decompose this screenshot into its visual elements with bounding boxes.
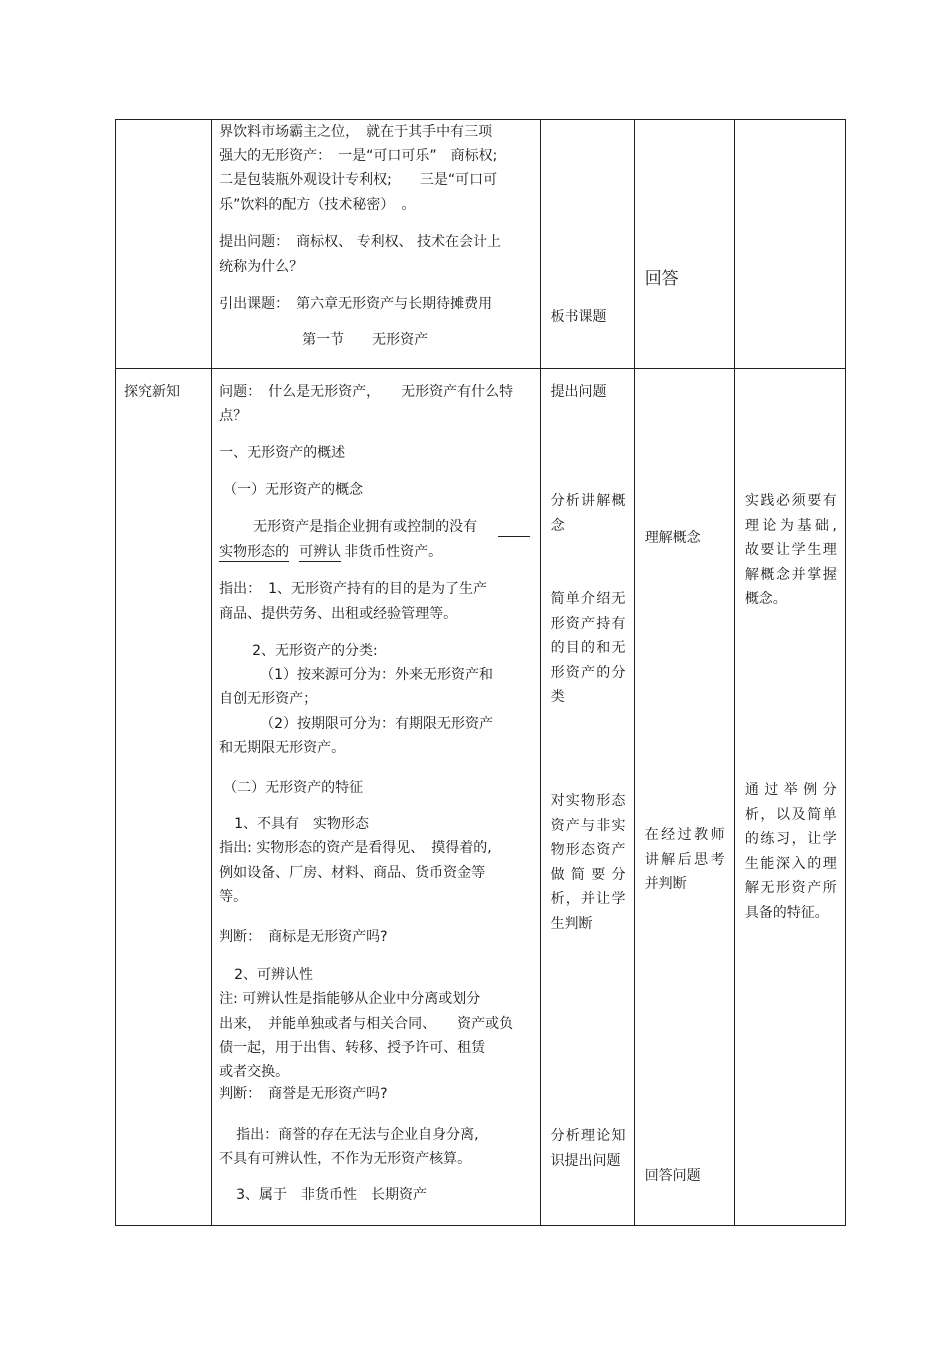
underlined-term: 可辨认 (299, 544, 342, 560)
text-line: 2、无形资产的分类: (252, 643, 378, 659)
row1-col2-cell (212, 120, 540, 369)
subheading: （二）无形资产的特征 (223, 780, 364, 796)
text-line: 指出：商誉的存在无法与企业自身分离, (236, 1127, 479, 1143)
question-line: 统称为什么？ (219, 259, 304, 275)
text-line: （2）按期限可分为：有期限无形资产 (260, 716, 494, 732)
subheading: （一）无形资产的概念 (223, 482, 364, 498)
text-line: 注: 可辨认性是指能够从企业中分离或划分 (219, 991, 481, 1007)
definition-line (219, 540, 442, 565)
question-line: 提出问题： 商标权、 专利权、 技术在会计上 (219, 234, 502, 250)
text-line: 界饮料市场霸主之位， 就在于其手中有三项 (219, 124, 493, 140)
definition-end: 非货币性资产。 (344, 544, 443, 560)
table-row (116, 369, 846, 1226)
text-line: 和无期限无形资产。 (219, 740, 346, 756)
student-activity: 在经过教师讲解后思考并判断 (644, 827, 725, 892)
text-line: 不具有可辨认性，不作为无形资产核算。 (219, 1151, 472, 1167)
question-line: 点？ (219, 408, 248, 424)
student-activity: 理解概念 (644, 530, 701, 546)
text-line: 乐”饮料的配方（技术秘密） 。 (219, 197, 416, 213)
row2-col4-cell (634, 369, 734, 1226)
text-line: 债一起，用于出售、转移、授予许可、租赁 (219, 1040, 486, 1056)
section-title: 第一节 无形资产 (302, 332, 429, 348)
underlined-term: 实物形态的 (219, 544, 290, 560)
teacher-activity: 分析理论知识提出问题 (550, 1128, 626, 1169)
stage-label: 探究新知 (124, 384, 180, 400)
row1-col1-cell (116, 120, 212, 369)
heading: 一、无形资产的概述 (219, 445, 346, 461)
row1-col3-cell (540, 120, 634, 369)
text-line: 或者交换。 (219, 1064, 290, 1080)
student-activity: 回答问题 (644, 1168, 701, 1184)
row2-col5-cell (734, 369, 845, 1226)
text-line: 指出: 实物形态的资产是看得见、 摸得着的, (219, 840, 492, 856)
lesson-plan-table (115, 119, 846, 1226)
table-row (116, 120, 846, 369)
text-line: 2、可辨认性 (234, 967, 314, 983)
text-line: 强大的无形资产： 一是“可口可乐” 商标权; (219, 148, 498, 164)
blank-underline (498, 515, 530, 540)
text-line: 商品、提供劳务、出租或经验管理等。 (219, 606, 458, 622)
text-line: 出来， 并能单独或者与相关合同、 资产或负 (219, 1016, 514, 1032)
row1-col5-cell (734, 120, 845, 369)
text-line: （1）按来源可分为：外来无形资产和 (260, 667, 494, 683)
text-line: 1、不具有 实物形态 (234, 816, 370, 832)
text-line: 判断： 商标是无形资产吗? (219, 929, 388, 945)
design-intent: 实践必须要有理论为基础, 故要让学生理解概念并掌握概念。 (744, 493, 837, 607)
row2-col1-cell (116, 369, 212, 1226)
row2-col2-cell (212, 369, 540, 1226)
intro-line: 引出课题： 第六章无形资产与长期待摊费用 (219, 296, 493, 312)
question-line: 问题： 什么是无形资产， 无形资产有什么特 (219, 384, 514, 400)
text-line: 二是包装瓶外观设计专利权; 三是“可口可 (219, 172, 498, 188)
row2-col3-cell (540, 369, 634, 1226)
text-line: 3、属于 非货币性 长期资产 (236, 1187, 428, 1203)
text-line: 判断： 商誉是无形资产吗? (219, 1086, 388, 1102)
teacher-activity: 对实物形态资产与非实物形态资产做简要分析，并让学生判断 (550, 793, 626, 932)
definition-line: 无形资产是指企业拥有或控制的没有 (253, 519, 478, 535)
design-intent: 通过举例分析，以及简单的练习，让学生能深入的理解无形资产所具备的特征。 (744, 782, 837, 921)
row1-col4-cell (634, 120, 734, 369)
text-line: 自创无形资产； (219, 691, 318, 707)
teacher-activity: 提出问题 (550, 384, 607, 400)
teacher-activity: 板书课题 (550, 309, 607, 325)
teacher-activity: 分析讲解概念 (550, 493, 626, 534)
student-activity: 回答 (644, 269, 679, 289)
teacher-activity: 简单介绍无形资产持有的目的和无形资产的分类 (550, 591, 626, 705)
text-line: 等。 (219, 889, 248, 905)
text-line: 例如设备、厂房、材料、商品、货币资金等 (219, 865, 486, 881)
text-line: 指出： 1、无形资产持有的目的是为了生产 (219, 581, 488, 597)
